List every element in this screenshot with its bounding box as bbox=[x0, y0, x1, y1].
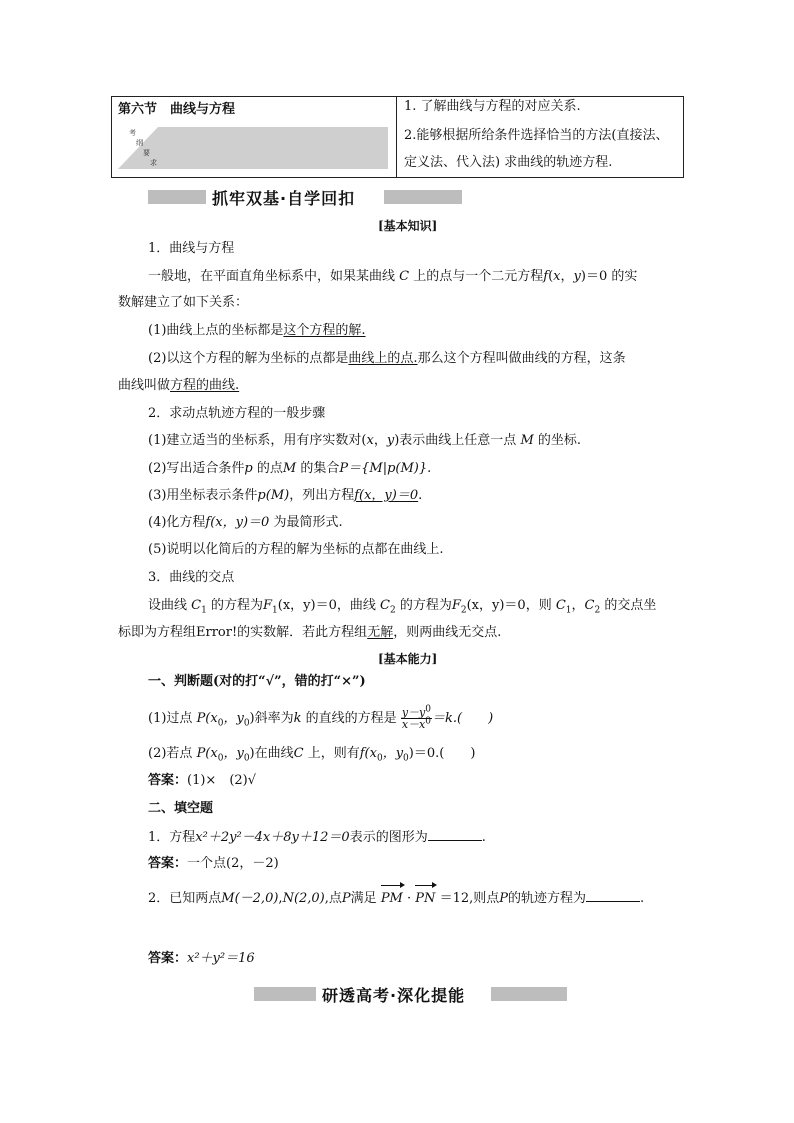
answer-1 bbox=[148, 772, 256, 790]
dot-operator: · bbox=[407, 891, 412, 906]
point-m: M(－2,0) bbox=[221, 891, 279, 906]
step-3 bbox=[148, 487, 422, 505]
coord: ，y bbox=[223, 746, 244, 761]
underlined-answer: 无解 bbox=[367, 625, 394, 640]
text: . bbox=[481, 830, 486, 845]
text: 为最简形式. bbox=[273, 515, 343, 530]
objective-3: 定义法、代入法) 求曲线的轨迹方程. bbox=[404, 155, 613, 170]
item-1 bbox=[148, 322, 366, 340]
section-bar-right bbox=[384, 190, 462, 204]
header-divider bbox=[396, 96, 397, 178]
var-x: x bbox=[366, 433, 374, 448]
text: ， bbox=[571, 598, 585, 613]
point-p: P bbox=[341, 891, 351, 906]
question-1: (1)过点 $P(x_0$，$y_0$)斜率为k 的直线的方程是 $\frac{y-y^0}{x-x^0}$ ＝k.( ) bbox=[148, 704, 494, 731]
banner-tag-2: 纲 bbox=[136, 139, 143, 147]
section-bar-left-2 bbox=[254, 987, 316, 1001]
var-f: F bbox=[263, 598, 273, 613]
answer-label: 答案： bbox=[148, 856, 188, 871]
section-title-1 bbox=[212, 186, 355, 209]
slope-fraction: $\frac{y-y^0}{x-x^0}$ bbox=[401, 704, 431, 731]
var-c: C bbox=[380, 598, 390, 613]
text: 满足 bbox=[350, 891, 377, 906]
text: . bbox=[640, 891, 645, 906]
section-bar-right-2 bbox=[491, 987, 567, 1001]
text: 设曲线 bbox=[148, 598, 188, 613]
var-p: p bbox=[244, 461, 253, 476]
text: 的集合 bbox=[300, 461, 340, 476]
fill-question-2 bbox=[148, 889, 644, 908]
question-2: (2)若点 $P(x_0$，$y_0$)在曲线C 上，则有$f(x_0$，$y_0)=0$.( ) bbox=[148, 746, 476, 764]
section-title-1-b: 自学回扣 bbox=[287, 189, 356, 208]
text: 一般地，在平面直角坐标系中，如果某曲线 bbox=[148, 269, 396, 284]
text: )表示曲线上任意一点 bbox=[394, 433, 517, 448]
section-title-2 bbox=[322, 983, 465, 1006]
var-c: C bbox=[191, 598, 202, 613]
item-2 bbox=[148, 350, 626, 368]
text: ( bbox=[548, 269, 554, 284]
equation: f(x，y)＝0 bbox=[205, 515, 270, 530]
point-n: N(2,0) bbox=[282, 891, 325, 906]
vector-pm: PM bbox=[380, 891, 403, 906]
function: f(x bbox=[359, 746, 377, 761]
text: 那么这个方程叫做曲线的方程，这条 bbox=[417, 351, 626, 366]
text: ,点 bbox=[324, 891, 342, 906]
banner-tag-1: 考 bbox=[129, 129, 136, 137]
fraction-denominator: x－x bbox=[401, 718, 426, 731]
fill-question-1 bbox=[148, 828, 486, 847]
text: )在曲线 bbox=[249, 746, 294, 761]
var-c: C bbox=[293, 746, 304, 761]
text: )＝0.( ) bbox=[408, 746, 476, 761]
var-m: M bbox=[282, 461, 297, 476]
step-1 bbox=[148, 432, 581, 450]
underlined-answer: f(x，y)＝0 bbox=[354, 488, 419, 503]
coord: ，y bbox=[382, 746, 404, 761]
answer-blank[interactable] bbox=[428, 828, 482, 841]
section-title-2-a: 研透高考 bbox=[322, 986, 391, 1005]
text: 上的点与一个二元方程 bbox=[413, 269, 544, 284]
var-x: x bbox=[553, 269, 561, 284]
text: ，则两曲线无交点. bbox=[393, 625, 502, 640]
var-m: M bbox=[520, 433, 534, 448]
step-4 bbox=[148, 514, 343, 532]
text: (1)过点 bbox=[148, 711, 193, 726]
text: 的方程为 bbox=[210, 598, 263, 613]
text: 的坐标. bbox=[537, 433, 582, 448]
intersection-line-2 bbox=[118, 624, 501, 642]
para-1-line-1 bbox=[148, 268, 637, 286]
vector-pn: PN bbox=[415, 891, 436, 906]
text: ，列出方程 bbox=[289, 488, 355, 503]
item-2-line-2 bbox=[118, 377, 239, 395]
underlined-answer: 曲线上的点. bbox=[348, 351, 418, 366]
text: 的轨迹方程为 bbox=[508, 891, 587, 906]
text: ， bbox=[560, 269, 574, 284]
var-c: C bbox=[399, 269, 410, 284]
heading-1: 1．曲线与方程 bbox=[148, 241, 235, 256]
text: (4)化方程 bbox=[148, 515, 206, 530]
answer-2 bbox=[148, 855, 279, 873]
text: ＝k.( ) bbox=[431, 711, 494, 726]
section-bar-left bbox=[148, 190, 206, 204]
answer-text: (1)× (2)√ bbox=[187, 773, 257, 788]
section-title-1-dot: · bbox=[280, 189, 288, 208]
answer-label: 答案： bbox=[148, 951, 188, 966]
text: (1)建立适当的坐标系，用有序实数对( bbox=[148, 433, 367, 448]
objective-1: 1. 了解曲线与方程的对应关系. bbox=[404, 99, 581, 114]
text: 1．方程 bbox=[148, 830, 196, 845]
var-f: f bbox=[543, 269, 549, 284]
text: ＝12,则点 bbox=[439, 891, 500, 906]
point-p: P bbox=[499, 891, 508, 906]
text: 标即为方程组Error!的实数解．若此方程组 bbox=[118, 625, 368, 640]
set-expression: P＝{M|p(M)}. bbox=[339, 461, 432, 476]
text: . bbox=[418, 488, 423, 503]
point: P(x bbox=[196, 711, 218, 726]
basic-ability-label: [基本能力] bbox=[378, 652, 438, 666]
heading-2: 2．求动点轨迹方程的一般步骤 bbox=[148, 406, 326, 421]
text: (x，y)＝0，则 bbox=[466, 598, 552, 613]
var-k: k bbox=[293, 711, 302, 726]
banner-tag-3: 要 bbox=[143, 149, 150, 157]
var-c: C bbox=[584, 598, 595, 613]
coord: ，y bbox=[223, 711, 244, 726]
part-1-title: 一、判断题(对的打“√”，错的打“×”) bbox=[148, 674, 366, 689]
objective-2: 2.能够根据所给条件选择恰当的方法(直接法、 bbox=[404, 128, 669, 143]
text: 上，则有 bbox=[307, 746, 360, 761]
intersection-line-1 bbox=[148, 597, 656, 615]
underlined-answer: 方程的曲线. bbox=[170, 378, 240, 393]
underlined-answer: 这个方程的解. bbox=[283, 323, 366, 338]
point: P(x bbox=[196, 746, 218, 761]
basic-knowledge-label: [基本知识] bbox=[378, 219, 438, 233]
subscript: 2 bbox=[389, 605, 396, 616]
para-1-line-2: 数解建立了如下关系： bbox=[118, 295, 249, 310]
var-y: y bbox=[386, 433, 395, 448]
section-title-1-a: 抓牢双基 bbox=[212, 189, 281, 208]
section-title-2-b: 深化提能 bbox=[397, 986, 466, 1005]
subscript: 1 bbox=[201, 605, 207, 616]
subscript: 2 bbox=[594, 605, 601, 616]
text: (1)曲线上点的坐标都是 bbox=[148, 323, 284, 338]
text: 曲线叫做 bbox=[118, 378, 171, 393]
step-2 bbox=[148, 460, 431, 478]
heading-3: 3．曲线的交点 bbox=[148, 570, 235, 585]
text: (2)若点 bbox=[148, 746, 193, 761]
condition: p(M) bbox=[257, 488, 290, 503]
answer-blank[interactable] bbox=[586, 889, 640, 902]
text: 表示的图形为 bbox=[349, 830, 428, 845]
text: (x，y)＝0，曲线 bbox=[277, 598, 376, 613]
answer-text: x²＋y²＝16 bbox=[187, 951, 255, 966]
text: (2)以这个方程的解为坐标的点都是 bbox=[148, 351, 349, 366]
text: , bbox=[278, 891, 283, 906]
answer-label: 答案： bbox=[148, 773, 188, 788]
banner-tag-4: 求 bbox=[150, 159, 157, 167]
fraction-numerator: y－y bbox=[401, 706, 426, 719]
section-title-2-dot: · bbox=[390, 986, 398, 1005]
text: (3)用坐标表示条件 bbox=[148, 488, 258, 503]
var-f: F bbox=[451, 598, 461, 613]
step-5: (5)说明以化简后的方程的解为坐标的点都在曲线上. bbox=[148, 542, 444, 557]
text: ， bbox=[373, 433, 387, 448]
var-y: y bbox=[573, 269, 581, 284]
subscript: 1 bbox=[272, 605, 278, 616]
part-2-title: 二、填空题 bbox=[148, 801, 214, 816]
answer-3 bbox=[148, 950, 255, 968]
text: 的交点坐 bbox=[604, 598, 657, 613]
syllabus-banner bbox=[118, 127, 388, 169]
text: 的点 bbox=[256, 461, 283, 476]
equation: x²＋2y²－4x＋8y＋12＝0 bbox=[195, 830, 350, 845]
text: )斜率为 bbox=[249, 711, 294, 726]
var-c: C bbox=[555, 598, 566, 613]
subscript: 1 bbox=[565, 605, 572, 616]
text: 的方程为 bbox=[399, 598, 452, 613]
text: )＝0 的实 bbox=[580, 269, 638, 284]
section-title: 第六节 曲线与方程 bbox=[118, 102, 236, 117]
text: 的直线的方程是 bbox=[305, 711, 397, 726]
text: (2)写出适合条件 bbox=[148, 461, 245, 476]
answer-text: 一个点(2，－2) bbox=[187, 856, 279, 871]
text: 2．已知两点 bbox=[148, 891, 222, 906]
subscript: 2 bbox=[460, 605, 467, 616]
